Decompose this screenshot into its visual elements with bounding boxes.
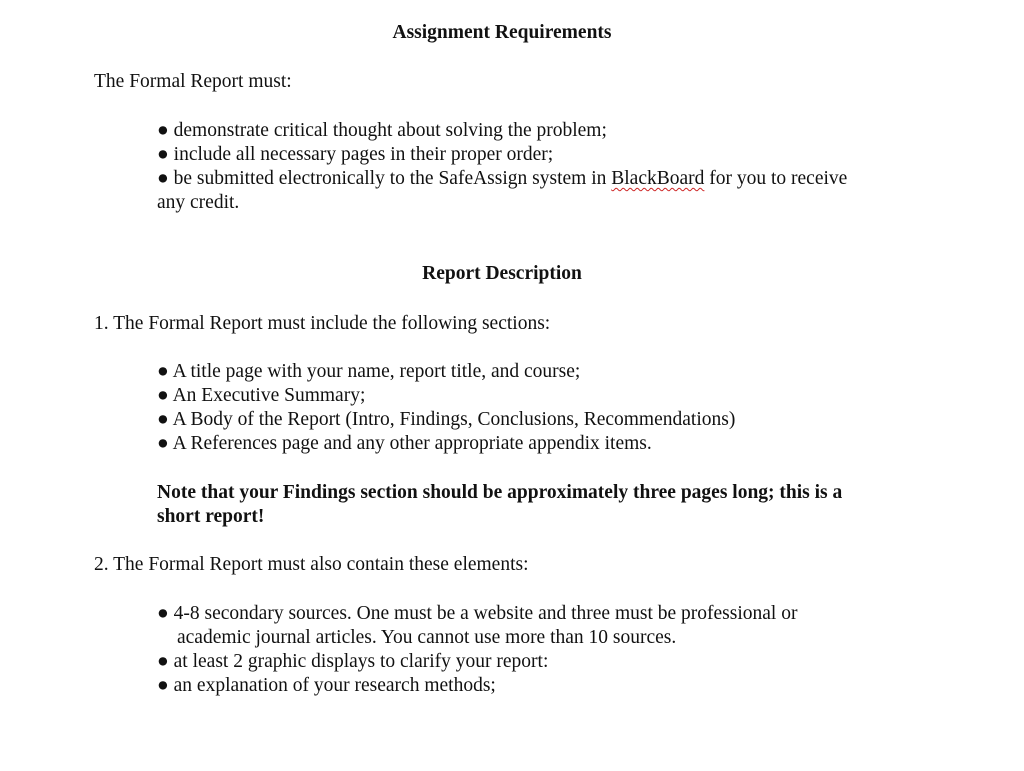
section-1-title: 1. The Formal Report must include the following sections: bbox=[94, 313, 551, 334]
section-bullet: ● An Executive Summary; bbox=[157, 385, 366, 406]
findings-note: Note that your Findings section should be approximately three pages long; this is a bbox=[157, 482, 843, 503]
section-2-title: 2. The Formal Report must also contain these elements: bbox=[94, 554, 529, 575]
findings-note-continuation: short report! bbox=[157, 506, 265, 527]
requirement-bullet: ● include all necessary pages in their proper order; bbox=[157, 144, 554, 165]
section-bullet: ● A Body of the Report (Intro, Findings, Conclusions, Recommendations) bbox=[157, 409, 736, 430]
spellcheck-flagged-word[interactable]: BlackBoard bbox=[611, 168, 705, 189]
requirements-intro: The Formal Report must: bbox=[94, 71, 292, 92]
requirement-bullet-text: ● be submitted electronically to the SafeAssign system in bbox=[157, 168, 612, 189]
requirement-bullet bbox=[157, 167, 847, 191]
section-bullet: ● A References page and any other appropriate appendix items. bbox=[157, 433, 652, 454]
section-bullet: ● A title page with your name, report title, and course; bbox=[157, 361, 581, 382]
report-description-heading: Report Description bbox=[422, 263, 582, 284]
element-bullet-continuation: academic journal articles. You cannot use more than 10 sources. bbox=[177, 627, 677, 648]
element-bullet: ● 4-8 secondary sources. One must be a website and three must be professional or bbox=[157, 603, 798, 624]
requirement-bullet-continuation: any credit. bbox=[157, 192, 240, 213]
element-bullet: ● an explanation of your research methods; bbox=[157, 675, 496, 696]
requirement-bullet: ● demonstrate critical thought about solving the problem; bbox=[157, 120, 607, 141]
assignment-requirements-heading: Assignment Requirements bbox=[392, 22, 612, 43]
requirement-bullet-text: for you to receive bbox=[704, 168, 848, 189]
element-bullet: ● at least 2 graphic displays to clarify your report: bbox=[157, 651, 549, 672]
